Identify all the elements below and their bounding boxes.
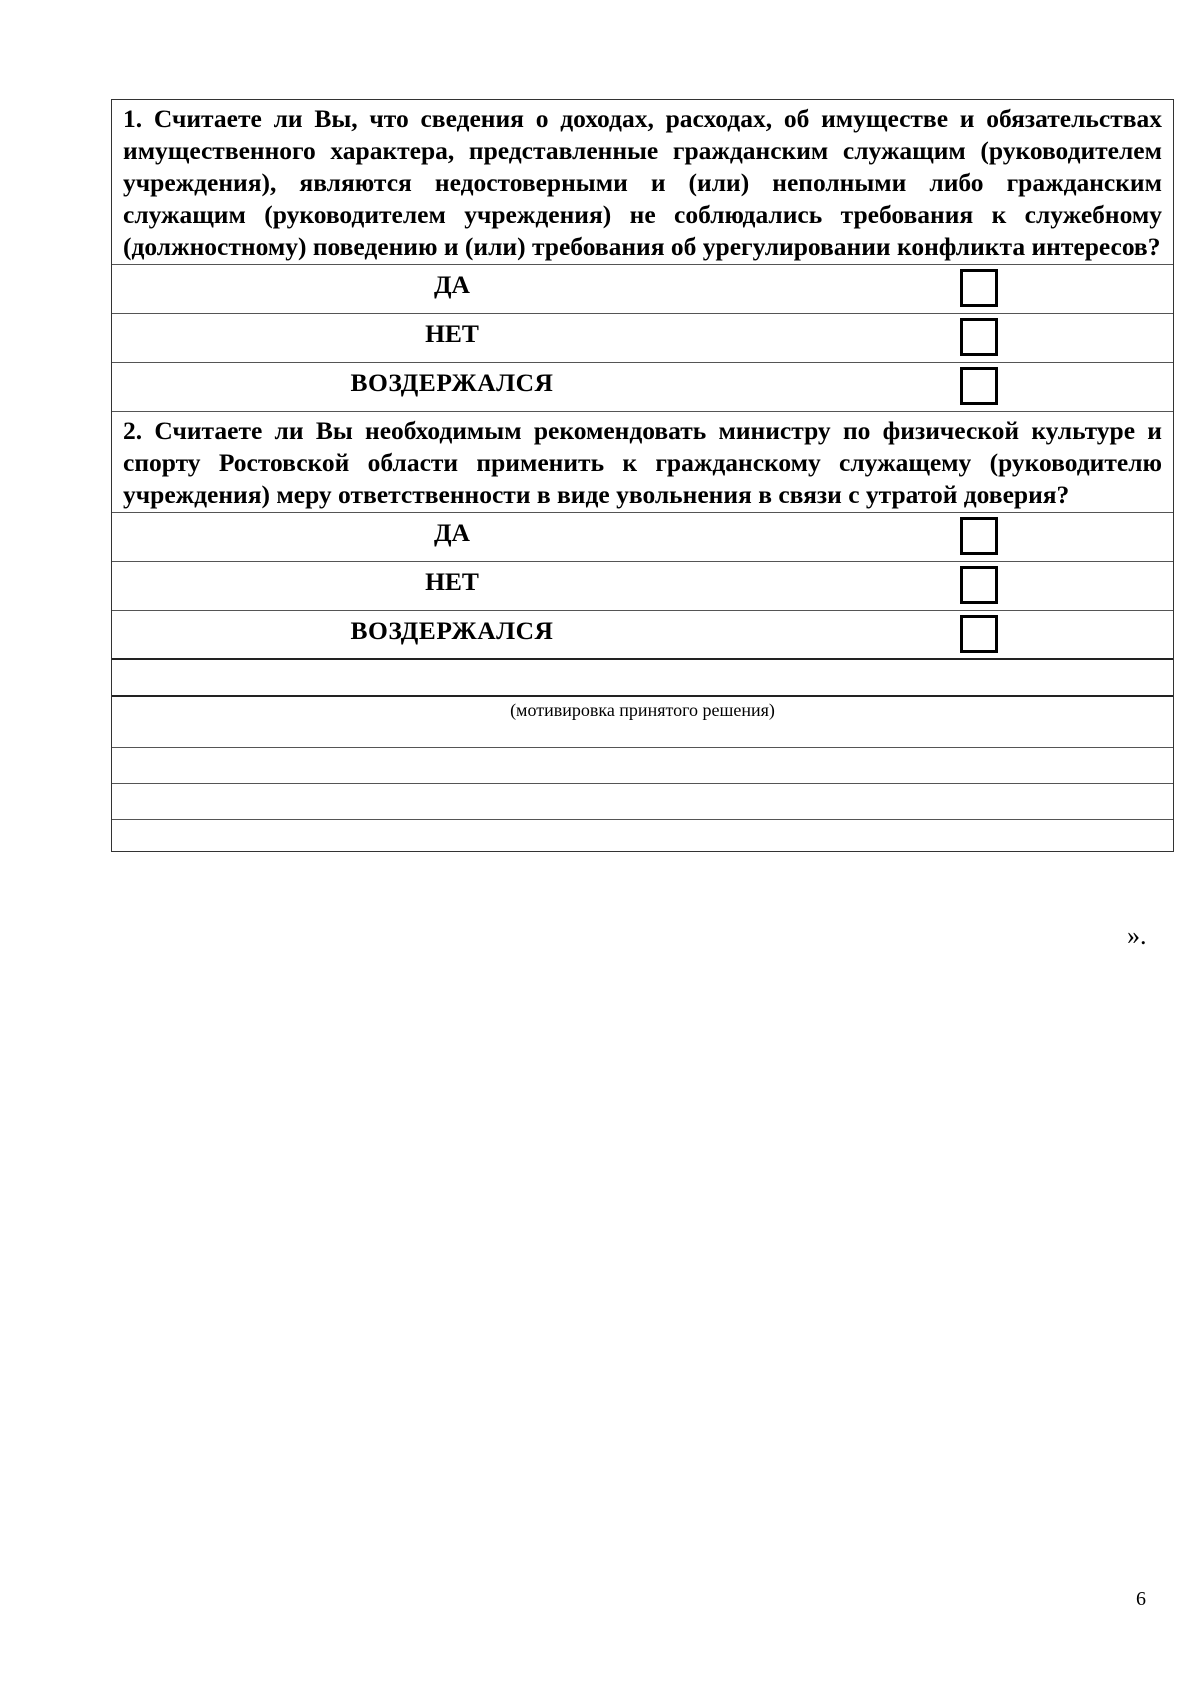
closing-quote: ». (1127, 921, 1147, 950)
question-1-text: 1. Считаете ли Вы, что сведения о доходах, расходах, об имуществе и обязательствах имущественного характера, представленные гражданским служащим (руководителем учреждения), являются недостоверными и (или) неполными либо гражданским служащим (руководителем учреждения) не соблюдались требования к служебному (должностному) поведению и (или) требования об урегулировании конфликта интересов? (112, 100, 1173, 265)
decision-reason-line-1[interactable] (112, 660, 1173, 697)
decision-caption: (мотивировка принятого решения) (510, 700, 775, 720)
checkbox-q2-abstained[interactable] (960, 615, 998, 653)
decision-reason-line-4[interactable] (112, 820, 1173, 851)
question-1-option-yes (112, 265, 1173, 314)
checkbox-q2-yes[interactable] (960, 517, 998, 555)
option-label-yes: ДА (434, 518, 470, 547)
question-2-option-abstained (112, 611, 1173, 660)
decision-reason-line-3[interactable] (112, 784, 1173, 820)
decision-caption-row (112, 697, 1173, 748)
voting-form-table (111, 99, 1174, 852)
checkbox-q2-no[interactable] (960, 566, 998, 604)
question-2-text: 2. Считаете ли Вы необходимым рекомендовать министру по физической культуре и спорту Ростовской области применить к гражданскому служащему (руководителю учреждения) меру ответственности в виде увольнения в связи с утратой доверия? (112, 412, 1173, 513)
option-label-no: НЕТ (425, 567, 479, 596)
option-label-abstained: ВОЗДЕРЖАЛСЯ (350, 616, 554, 645)
option-label-abstained: ВОЗДЕРЖАЛСЯ (350, 368, 554, 397)
checkbox-q1-yes[interactable] (960, 269, 998, 307)
page-number: 6 (1136, 1588, 1146, 1610)
checkbox-q1-abstained[interactable] (960, 367, 998, 405)
option-label-no: НЕТ (425, 319, 479, 348)
decision-reason-line-2[interactable] (112, 748, 1173, 784)
question-2-option-yes (112, 513, 1173, 562)
checkbox-q1-no[interactable] (960, 318, 998, 356)
option-label-yes: ДА (434, 270, 470, 299)
question-2-option-no (112, 562, 1173, 611)
question-1-option-abstained (112, 363, 1173, 412)
question-1-option-no (112, 314, 1173, 363)
